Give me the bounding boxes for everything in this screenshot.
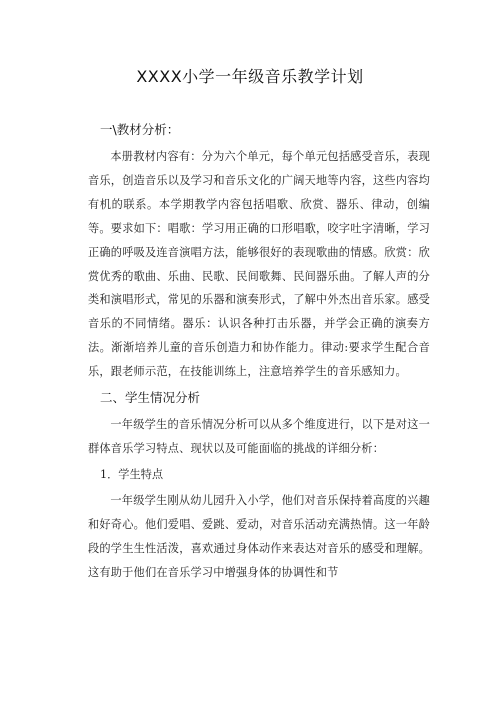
paragraph-student-traits: 一年级学生刚从幼儿园升入小学，他们对音乐保持着高度的兴趣和好奇心。他们爱唱、爱跳、爱动，对音乐活动充满热情。这一年龄段的学生生性活泼，喜欢通过身体动作来表达对音乐的感受和理解。这有助于他们在音乐学习中增强身体的协调性和节: [88, 493, 430, 579]
document-title: XXXX小学一年级音乐教学计划: [136, 67, 364, 86]
subsection-heading-student-traits: 1．学生特点: [100, 467, 164, 481]
paragraph-student-analysis-intro: 一年级学生的音乐情况分析可以从多个维度进行，以下是对这一群体音乐学习特点、现状以及可能面临的挑战的详细分析：: [88, 418, 430, 455]
section-heading-student-analysis: 二、学生情况分析: [100, 390, 201, 406]
document-body: [88, 118, 430, 587]
paragraph-textbook-analysis: 本册教材内容有：分为六个单元，每个单元包括感受音乐，表现音乐，创造音乐以及学习和音乐文化的广阔天地等内容，这些内容均有机的联系。本学期教学内容包括唱歌、欣赏、器乐、律动，创编等。要求如下：唱歌：学习用正确的口形唱歌，咬字吐字清晰，学习正确的呼吸及连音演唱方法，能够很好的表现歌曲的情感。欣赏：欣赏优秀的歌曲、乐曲、民歌、民间歌舞、民间器乐曲。了解人声的分类和演唱形式，常见的乐器和演奏形式，了解中外杰出音乐家。感受音乐的不同情绪。器乐：认识各种打击乐器，并学会正确的演奏方法。渐渐培养儿童的音乐创造力和协作能力。律动:要求学生配合音乐，跟老师示范，在技能训练上，注意培养学生的音乐感知力。: [88, 150, 430, 379]
section-heading-textbook-analysis: 一\教材分析：: [100, 122, 180, 137]
